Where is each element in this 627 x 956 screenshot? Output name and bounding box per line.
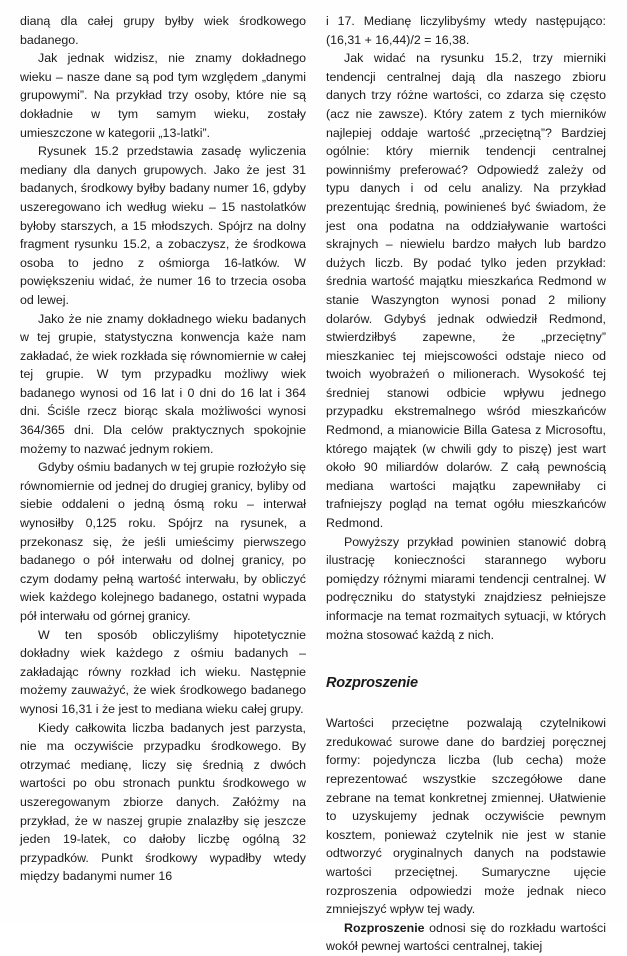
paragraph-statistical-convention: Jako że nie znamy dokładnego wieku badanych w tej grupie, statystyczna konwencja każe nam zakładać, że wiek rozkłada się równomiernie w całej tej grupie. W tym przypadku możliwy wiek badanego wynosi od 16 lat i 0 dni do 16 lat i 364 dni. Ściśle rzecz biorąc skala możliwości wynosi 364/365 dni. Dla celów praktycznych spokojnie możemy to nazwać jednym rokiem. (20, 311, 306, 456)
paragraph-even-count: Kiedy całkowita liczba badanych jest parzysta, nie ma oczywiście przypadku środkowego. By otrzymać medianę, liczy się średnią z dwóch wartości po obu stronach punktu środkowego w uszeregowanym zbiorze danych. Załóżmy na przykład, że w naszej grupie znalazłby się jeszcze jeden 19-latek, co dałoby liczbę ogólną 32 przypadków. Punkt środkowy wypadłby wtedy między badanymi numer 16 (20, 720, 306, 884)
paragraph-summary: Powyższy przykład powinien stanowić dobrą ilustrację konieczności starannego wyboru pomiędzy różnymi miarami tendencji centralnej. W podręczniku do statystyki znajdziesz pełniejsze informacje na temat rozmaitych sytuacji, w których można stosować każdą z nich. (326, 534, 606, 642)
column-gutter (314, 10, 315, 910)
right-column (326, 12, 606, 956)
paragraph-interval: Gdyby ośmiu badanych w tej grupie rozłożyło się równomiernie od jednej do drugiej granicy, byliby od siebie oddaleni o jedną ósmą roku – interwał wynosiłby 0,125 roku. Spójrz na rysunek, a przekonasz się, że jeśli umieścimy pierwszego badanego o pół interwału od dolnej granicy, po czym dodamy pełną wartość interwału, by obliczyć wiek każdego kolejnego badanego, ostatni wypada pół interwału od górnej granicy. (20, 460, 306, 623)
bold-term: Rozproszenie (344, 920, 425, 935)
paragraph-continuation: dianą dla całej grupy byłby wiek środkowego badanego. (20, 14, 306, 47)
paragraph-figure-15-2: Rysunek 15.2 przedstawia zasadę wyliczenia mediany dla danych grupowych. Jako że jest 31 badanych, środkowy byłby badany numer 16, gdyby uszeregowano ich według wieku – 15 nastolatków byłoby starszych, a 15 młodszych. Spójrz na dolny fragment rysunku 15.2, a zobaczysz, że środkowa osoba to jedno z ośmiorga 16-latków. W powiększeniu widać, że numer 16 to trzecia osoba od lewej. (20, 144, 306, 307)
paragraph-text: odnosi się do rozkładu wartości wokół pewnej wartości centralnej, takiej (326, 920, 606, 954)
section-heading: Rozproszenie (326, 675, 418, 692)
paragraph-dispersion-definition (326, 919, 606, 956)
paragraph-averages: Wartości przeciętne pozwalają czytelnikowi zredukować surowe dane do bardziej poręcznej formy: pojedyncza liczba (lub cecha) może reprezentować wszystkie szczegółowe dane zebrane na temat konkretnej zmiennej. Ułatwienie to uzyskujemy jednak oczywiście pewnym kosztem, ponieważ czytelnik nie jest w stanie odtworzyć oryginalnych danych na podstawie wartości przeciętnej. Sumaryczne ujęcie rozproszenia odpowiedzi może jednak nieco zmniejszyć wpływ tej wady. (326, 716, 606, 917)
paragraph-hypothetical-age: W ten sposób obliczyliśmy hipotetycznie dokładny wiek każdego z ośmiu badanych – zakładając równy rozkład ich wieku. Następnie możemy zauważyć, że wiek środkowego badanego wynosi 16,31 i że jest to mediana wieku całej grupy. (20, 627, 306, 716)
paragraph-grouped-data: Jak jednak widzisz, nie znamy dokładnego wieku – nasze dane są pod tym względem „danymi grupowymi”. Na przykład trzy osoby, które nie są dokładnie w tym samym wieku, zostały umieszczone w kategorii „13-latki”. (20, 51, 306, 140)
paragraph-median-calculation: i 17. Medianę liczylibyśmy wtedy następująco: (16,31 + 16,44)/2 = 16,38. (326, 14, 606, 47)
paragraph-central-tendency: Jak widać na rysunku 15.2, trzy mierniki tendencji centralnej dają dla naszego zbioru danych trzy różne wartości, co zdarza się często (acz nie zawsze). Który zatem z tych mierników najlepiej oddaje wartość „przeciętną”? Bardziej ogólnie: który miernik tendencji centralnej powinniśmy preferować? Odpowiedź zależy od typu danych i od celu analizy. Na przykład prezentując średnią, powinieneś być świadom, że jest ona podatna na oddziaływanie wartości skrajnych – niewielu bardzo małych lub bardzo dużych liczb. By podać tylko jeden przykład: średnia wartość majątku mieszkańca Redmond w stanie Waszyngton wynosi ponad 2 miliony dolarów. Gdybyś jednak odwiedził Redmond, stwierdziłbyś zapewne, że „przeciętny” mieszkaniec tej miejscowości odstaje nieco od twoich wyobrażeń o milionerach. Wysokość tej średniej stanowi odbicie wpływu jednego przypadku ekstremalnego wśród mieszkańców Redmond, a mianowicie Billa Gatesa z Microsoftu, którego majątek (w chwili gdy to piszę) jest wart około 90 miliardów dolarów. Z całą pewnością mediana wartości majątku zapewniłaby ci trafniejszy pogląd na temat ogółu mieszkańców Redmond. (326, 51, 606, 531)
left-column (20, 12, 306, 886)
